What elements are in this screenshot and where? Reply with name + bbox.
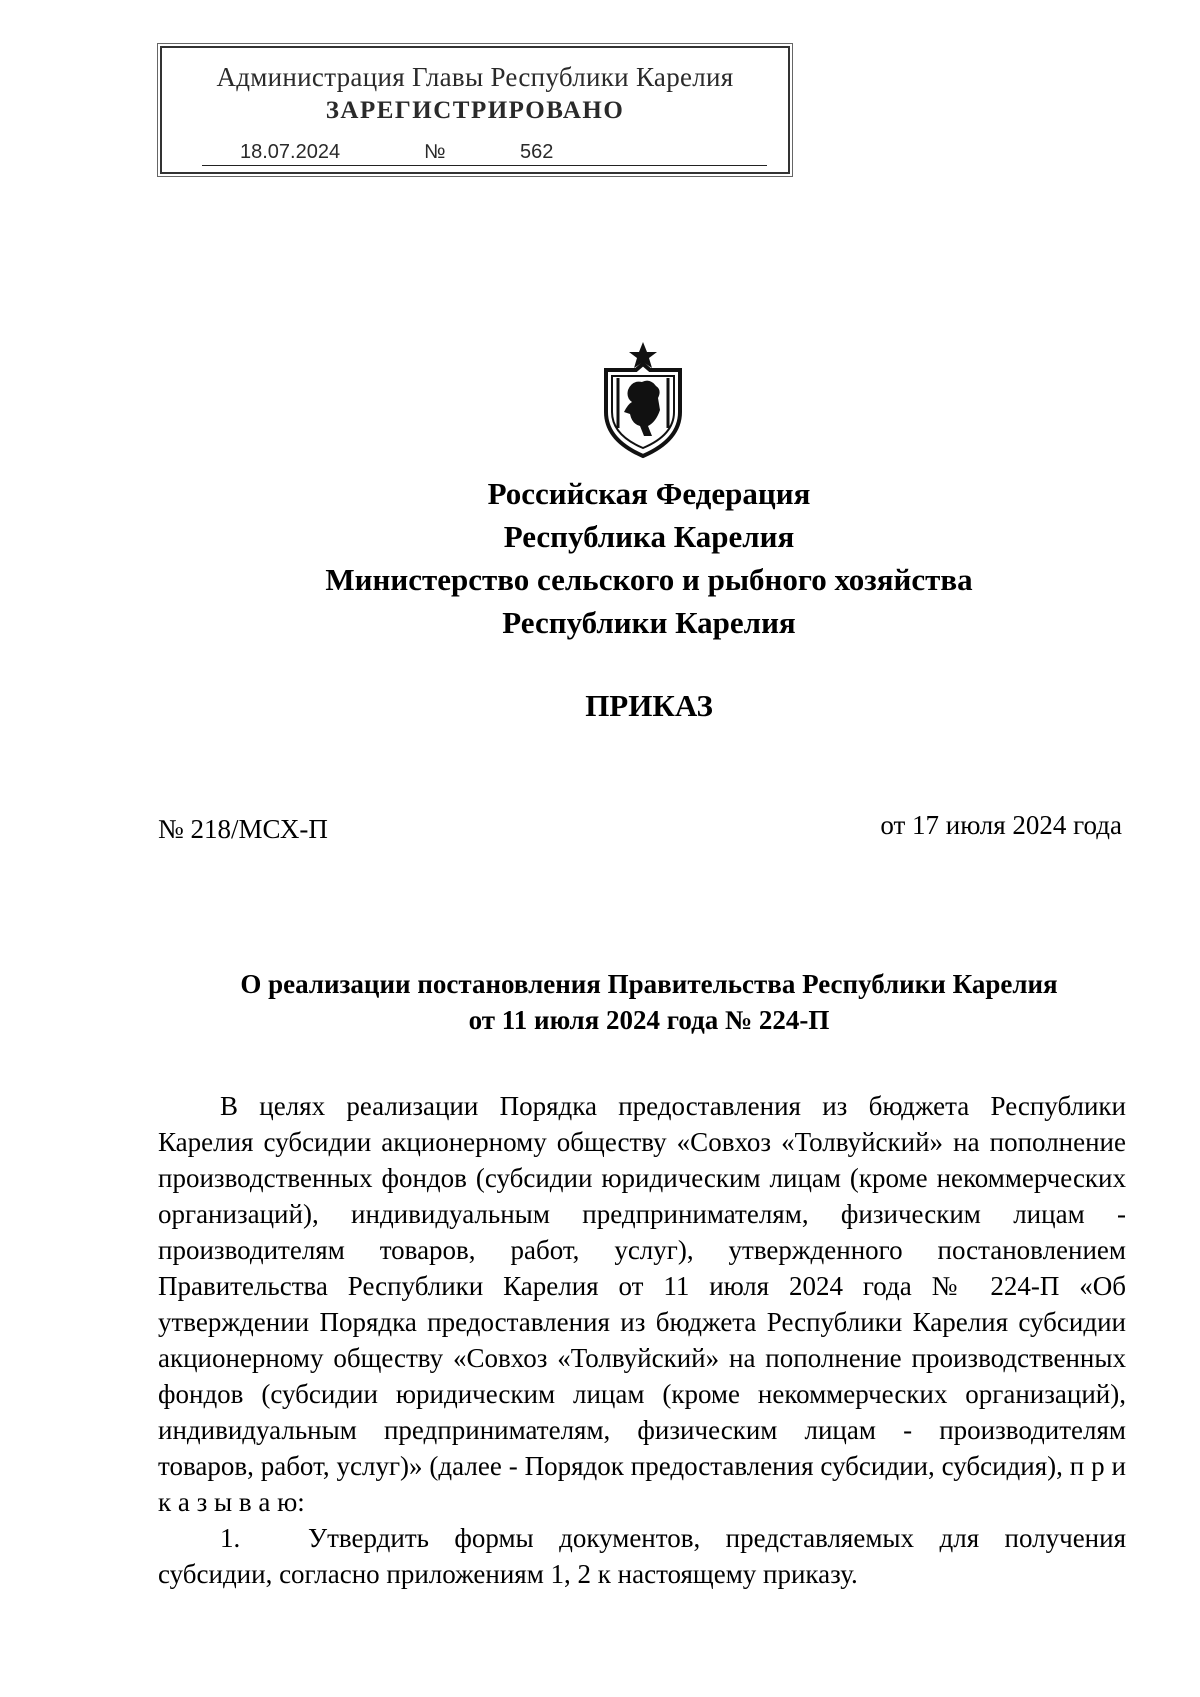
stamp-number: 562 bbox=[520, 141, 554, 163]
stamp-authority: Администрация Главы Республики Карелия bbox=[216, 62, 734, 92]
registration-stamp bbox=[160, 46, 790, 174]
order-item-1 bbox=[158, 1520, 1126, 1592]
order-subject bbox=[0, 966, 1200, 1038]
stamp-registration-line bbox=[202, 140, 772, 166]
order-date: от 17 июля 2024 года bbox=[880, 810, 1122, 840]
header-ministry-republic: Республики Карелия bbox=[502, 605, 796, 640]
item-text: Утвердить формы документов, представляемых для получения субсидии, согласно приложениям 1, 2 к настоящему приказу. bbox=[158, 1523, 1126, 1589]
preamble-paragraph: В целях реализации Порядка предоставления из бюджета Республики Карелия субсидии акционерному обществу «Совхоз «Толвуйский» на пополнение производственных фондов (субсидии юридическим лицам (кроме некоммерческих организаций), индивидуальным предпринимателям, физическим лицам - производителям товаров, работ, услуг), утвержденного постановлением Правительства Республики Карелия от 11 июля 2024 года № 224-П «Об утверждении Порядка предоставления из бюджета Республики Карелия субсидии акционерному обществу «Совхоз «Толвуйский» на пополнение производственных фондов (субсидии юридическим лицам (кроме некоммерческих организаций), индивидуальным предпринимателям, физическим лицам - производителям товаров, работ, услуг)» (далее - Порядок предоставления субсидии, субсидия), п р и к а з ы в а ю: bbox=[158, 1091, 1126, 1517]
header-republic: Республика Карелия bbox=[503, 519, 795, 554]
header-country: Российская Федерация bbox=[487, 476, 811, 511]
stamp-date: 18.07.2024 bbox=[240, 141, 341, 163]
order-number: № 218/МСХ-П bbox=[158, 814, 328, 844]
header-ministry: Министерство сельского и рыбного хозяйства bbox=[325, 562, 973, 597]
stamp-registered: ЗАРЕГИСТРИРОВАНО bbox=[325, 97, 625, 124]
document-type: ПРИКАЗ bbox=[585, 688, 713, 723]
stamp-number-sign: № bbox=[424, 141, 446, 163]
order-body bbox=[158, 1088, 1126, 1592]
karelia-coat-of-arms-icon bbox=[598, 340, 688, 460]
subject-line-1: О реализации постановления Правительства Республики Карелия bbox=[240, 969, 1058, 999]
subject-line-2: от 11 июля 2024 года № 224-П bbox=[468, 1005, 830, 1035]
item-number: 1. bbox=[220, 1523, 241, 1553]
issuer-header bbox=[0, 472, 1200, 644]
